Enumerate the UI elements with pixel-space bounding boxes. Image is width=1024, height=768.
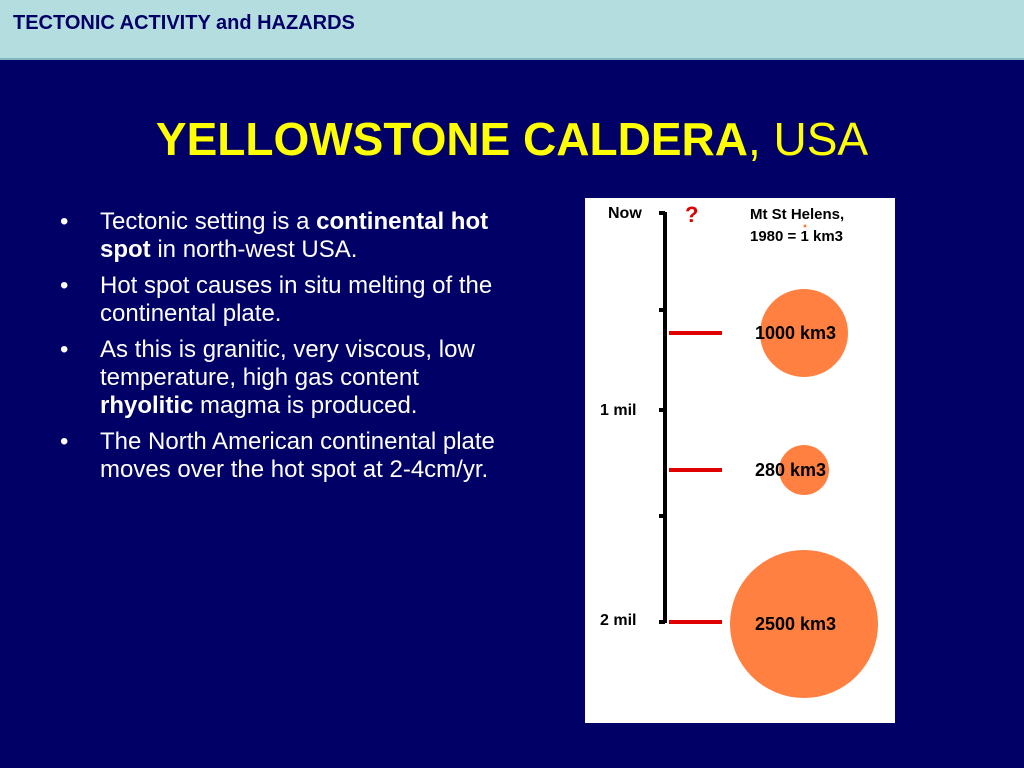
bullet-text: As this is granitic, very viscous, low temperature, high gas content	[100, 336, 475, 391]
bullet-item	[56, 272, 506, 328]
eruption-label-280: 280 km3	[755, 460, 827, 480]
unknown-future-marker: ?	[685, 202, 699, 227]
header-title: TECTONIC ACTIVITY and HAZARDS	[13, 12, 355, 34]
eruption-label-2500: 2500 km3	[755, 614, 837, 634]
header-bar	[0, 0, 1024, 60]
reference-dot	[804, 225, 807, 228]
bullet-bold-text: continental hot spot	[100, 208, 489, 263]
bullet-item	[56, 208, 506, 264]
bullet-text: magma is produced.	[193, 392, 418, 419]
bullet-text: Hot spot causes in situ melting of the continental plate.	[100, 272, 493, 327]
slide-title	[0, 112, 1024, 166]
bullet-text: Tectonic setting is a	[100, 208, 317, 235]
bullet-list	[56, 208, 506, 492]
axis-label-now: Now	[608, 205, 642, 222]
bullet-item	[56, 336, 506, 420]
bullet-text: in north-west USA.	[150, 236, 358, 263]
bullet-item	[56, 428, 506, 484]
eruption-label-1000: 1000 km3	[755, 323, 837, 343]
eruption-diagram	[585, 198, 895, 723]
eruption-diagram-svg	[585, 198, 895, 723]
reference-line-2: 1980 = 1 km3	[750, 228, 843, 245]
axis-label-1-mil: 1 mil	[600, 402, 637, 419]
bullet-bold-text: rhyolitic	[100, 392, 194, 419]
slide-title-rest: , USA	[747, 113, 869, 165]
reference-line-1: Mt St Helens,	[750, 206, 845, 223]
bullet-text: The North American continental plate moves over the hot spot at 2-4cm/yr.	[100, 428, 495, 483]
slide-title-bold: YELLOWSTONE CALDERA	[155, 113, 748, 165]
axis-label-2-mil: 2 mil	[600, 612, 637, 629]
